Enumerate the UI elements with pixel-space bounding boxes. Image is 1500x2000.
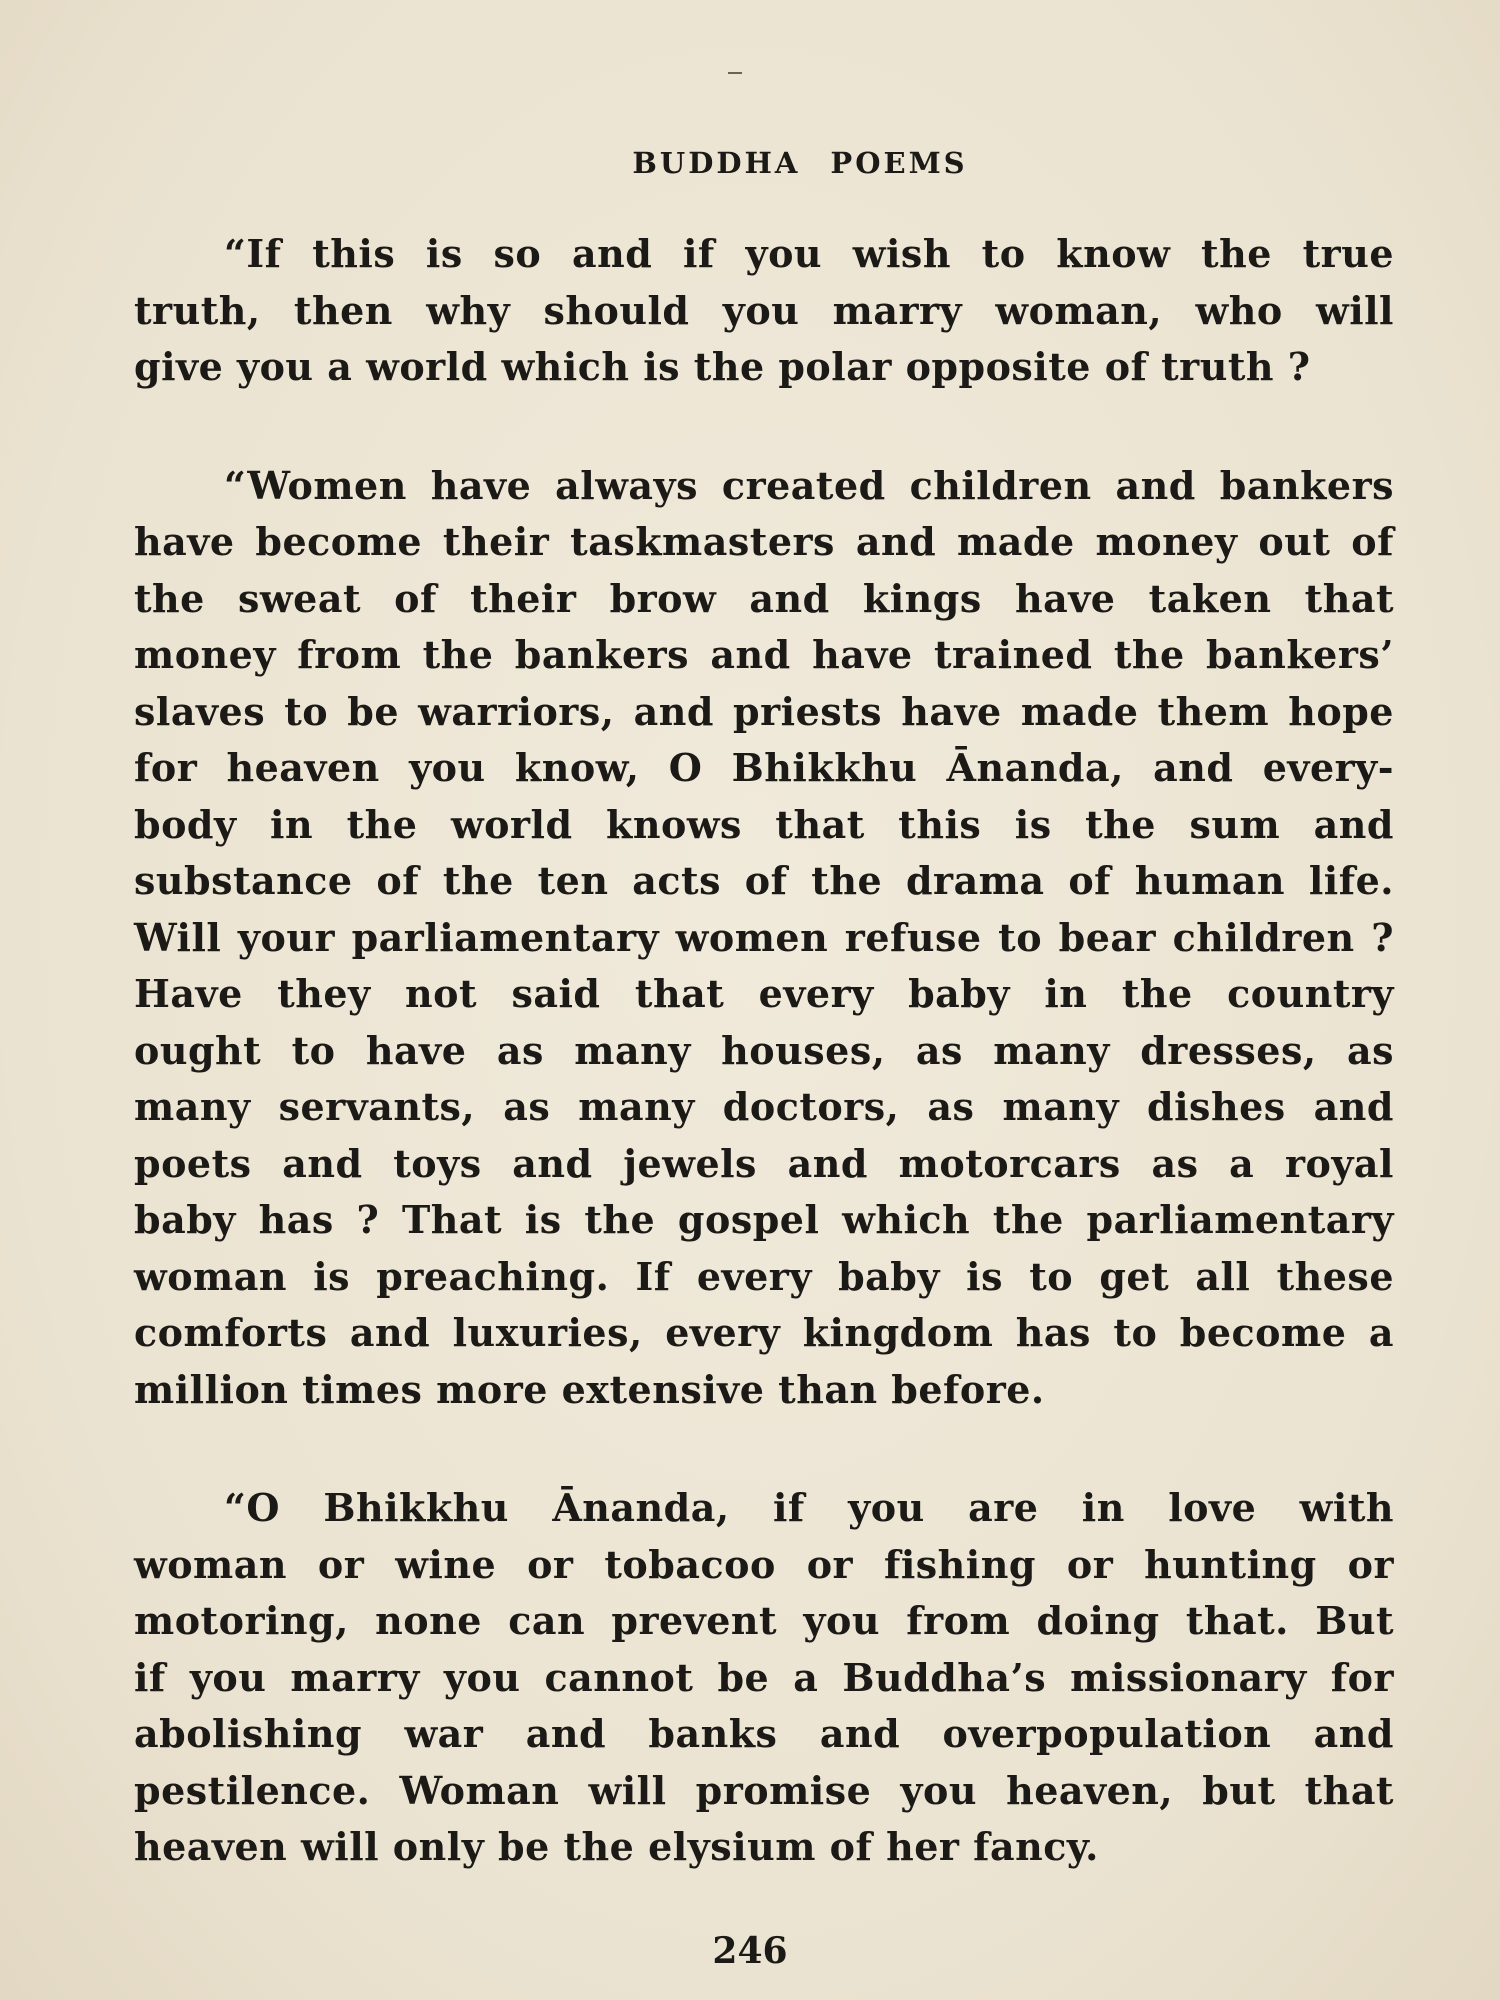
text-line: for heaven you know, O Bhikkhu Ānanda, and every- [134,745,1394,790]
text-line: motoring, none can prevent you from doing that. But [134,1598,1394,1643]
text-line: substance of the ten acts of the drama of human life. [134,858,1394,903]
page-body [134,226,1394,1876]
text-line: “O Bhikkhu Ānanda, if you are in love with [224,1485,1394,1530]
text-line: many servants, as many doctors, as many dishes and [134,1084,1394,1129]
text-line: woman is preaching. If every baby is to get all these [134,1253,1394,1299]
print-mark [728,72,742,74]
text-line: if you marry you cannot be a Buddha’s missionary for [134,1654,1394,1700]
text-line: woman or wine or tobacoo or fishing or hunting or [134,1541,1394,1587]
running-head-left: BUDDHA [632,146,801,180]
text-line: “If this is so and if you wish to know the true [224,231,1394,276]
paragraph-3 [134,1480,1394,1876]
text-line: baby has ? That is the gospel which the parliamentary [134,1197,1394,1242]
text-line: abolishing war and banks and overpopulation and [134,1711,1394,1756]
running-head-right: POEMS [830,146,968,180]
text-line: the sweat of their brow and kings have taken that [134,575,1394,621]
text-line: “Women have always created children and bankers [224,462,1394,508]
text-line: body in the world knows that this is the sum and [134,801,1394,847]
text-line: Have they not said that every baby in the country [134,971,1394,1016]
text-line: ought to have as many houses, as many dresses, as [134,1027,1394,1073]
text-line: pestilence. Woman will promise you heaven, but that [134,1767,1394,1813]
running-head [50,146,1500,180]
text-line: give you a world which is the polar opposite of truth ? [134,344,1311,389]
text-line: slaves to be warriors, and priests have made them hope [134,688,1394,734]
text-line: poets and toys and jewels and motorcars as a royal [134,1140,1394,1186]
text-line: money from the bankers and have trained the bankers’ [134,632,1394,677]
text-line: Will your parliamentary women refuse to bear children ? [134,914,1394,960]
text-line: heaven will only be the elysium of her fancy. [134,1824,1099,1869]
text-line: comforts and luxuries, every kingdom has to become a [134,1310,1394,1355]
paragraph-1 [134,226,1394,396]
text-line: truth, then why should you marry woman, who will [134,287,1394,333]
page-number: 246 [712,1930,788,1972]
paragraph-2 [134,458,1394,1419]
text-line: million times more extensive than before. [134,1366,1045,1412]
text-line: have become their taskmasters and made money out of [134,519,1394,564]
